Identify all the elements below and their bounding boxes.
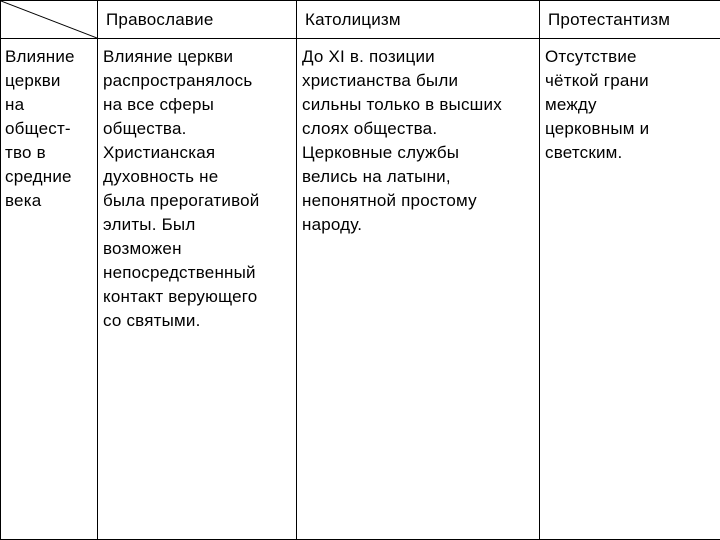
cell-text-line: слоях общества. [302,119,438,138]
cell-text-line: непосредственный [103,263,256,282]
cell-text-line: возможен [103,239,182,258]
column-header-orthodoxy: Православие [98,1,297,39]
cell-text-line: Влияние церкви [103,47,234,66]
cell-text-line: чёткой грани [545,71,649,90]
cell-text-line: велись на латыни, [302,167,451,186]
diagonal-divider [1,1,97,38]
cell-text-line: сильны только в высших [302,95,502,114]
row-label-line: средние [5,167,72,186]
cell-text-line: христианства были [302,71,459,90]
cell-text-line: была прерогативой [103,191,260,210]
row-header-church-influence [1,39,98,540]
header-row [1,1,720,39]
cell-text-line: народу. [302,215,363,234]
cell-text-line: До XI в. позиции [302,47,435,66]
row-label-line: на [5,95,25,114]
row-label-line: церкви [5,71,61,90]
cell-text-line: Христианская [103,143,216,162]
cell-text-line: непонятной простому [302,191,477,210]
cell-text-line: распространялось [103,71,253,90]
cell-text-line: Церковные службы [302,143,460,162]
cell-text-line: духовность не [103,167,219,186]
row-label-line: общест- [5,119,71,138]
cell-text-line: на все сферы [103,95,215,114]
cell-text-line: элиты. Был [103,215,196,234]
cell-text-line: между [545,95,597,114]
column-header-protestantism: Протестантизм [540,1,720,39]
cell-text-line: светским. [545,143,623,162]
cell-catholicism [297,39,540,540]
row-label-line: Влияние [5,47,75,66]
corner-cell [1,1,98,39]
row-label-line: века [5,191,42,210]
cell-text-line: контакт верующего [103,287,258,306]
cell-protestantism [540,39,720,540]
cell-orthodoxy [98,39,297,540]
row-label-line: тво в [5,143,46,162]
column-header-catholicism: Католицизм [297,1,540,39]
cell-text-line: церковным и [545,119,650,138]
table-row [1,39,720,540]
cell-text-line: общества. [103,119,187,138]
cell-text-line: со святыми. [103,311,201,330]
cell-text-line: Отсутствие [545,47,637,66]
